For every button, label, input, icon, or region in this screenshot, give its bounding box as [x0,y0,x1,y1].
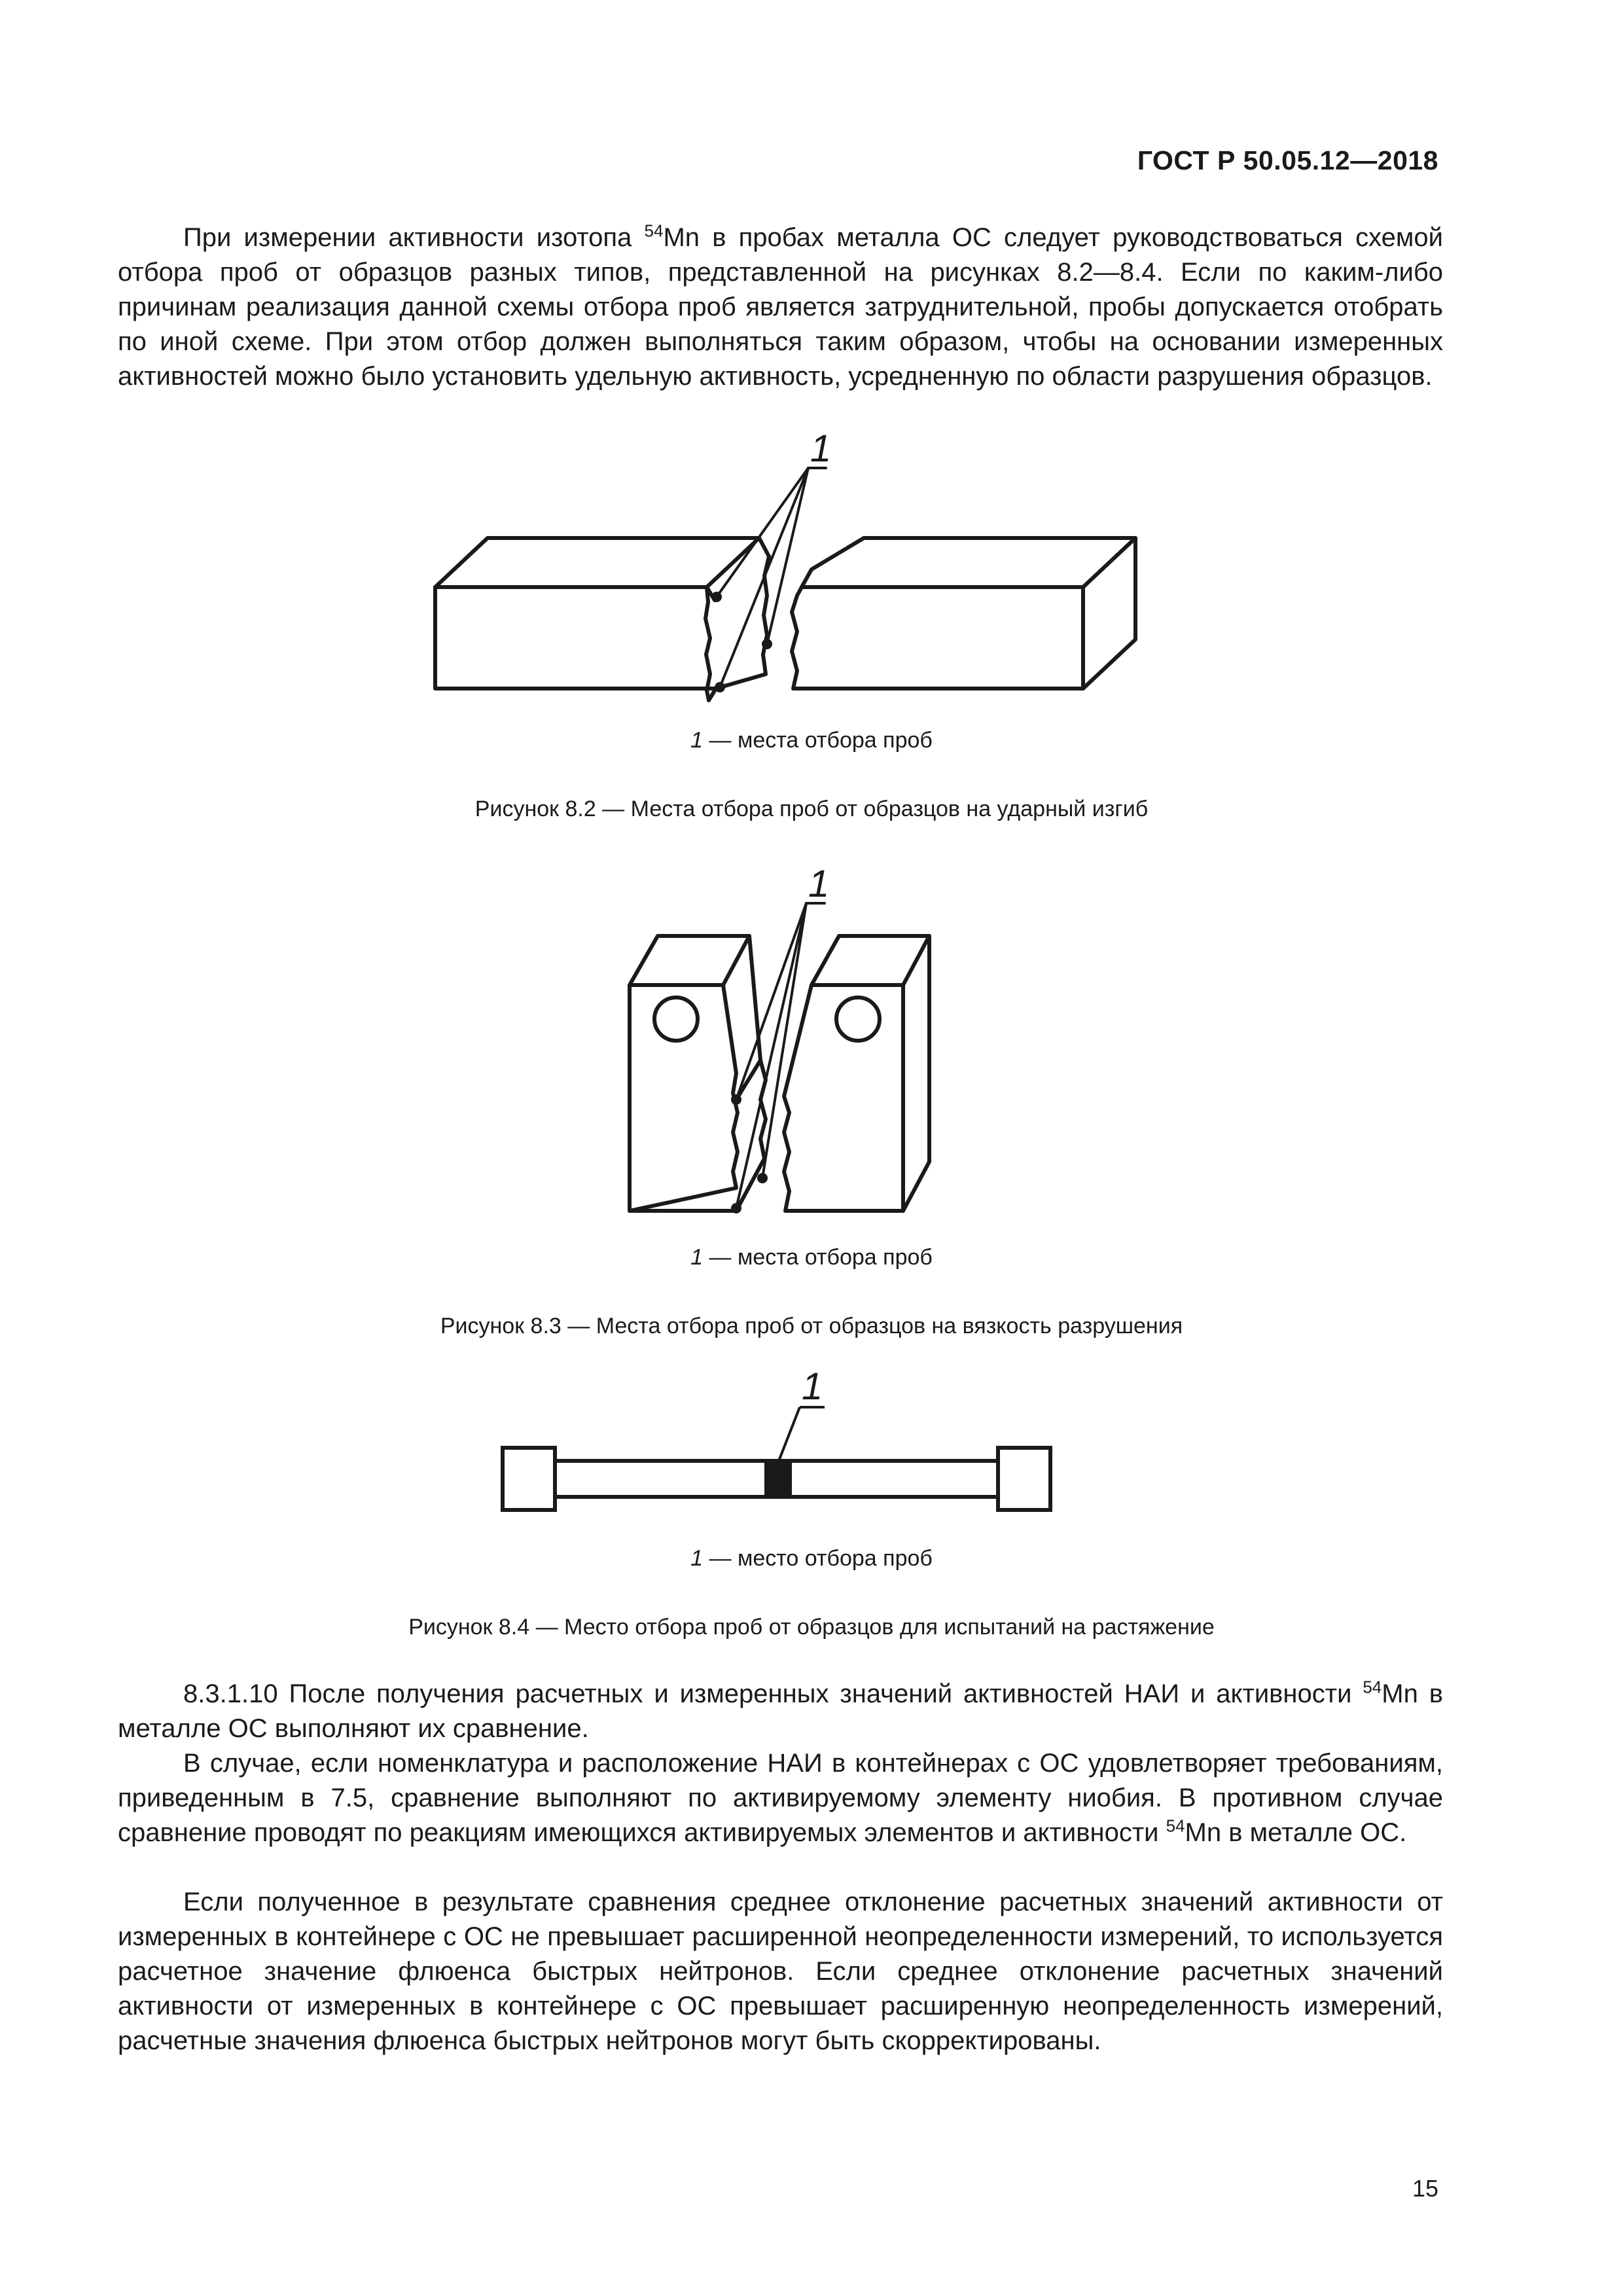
section-superscript-2: 54 [1166,1816,1185,1836]
intro-text-1: При измерении активности изотопа [183,223,645,252]
section-text-2: Mn в металле ОС выполняют их сравнение. [118,1679,1444,1743]
sample-point [711,592,722,602]
figure-8-2-legend [0,728,1623,753]
callout-leader-2 [736,903,806,1208]
intro-superscript: 54 [644,221,664,241]
legend-text: — места отбора проб [703,728,933,753]
page-number: 15 [1412,2175,1438,2202]
intro-paragraph [118,221,1443,394]
section-text-5: Если полученное в результате сравнения среднее отклонение расчетных значений активности от измеренных в контейнере с ОС не превышает расширенной неопределенности измерений, то используется расчетное значение флюенса быстрых нейтронов. Если среднее отклонение расчетных значений активности от измеренных в контейнере с ОС превышает расширенную неопределенность измерений, расчетные значения флюенса быстрых нейтронов могут быть скорректированы. [118,1888,1443,2055]
left-fracture-specimen [630,936,766,1211]
figure-8-4-legend [0,1546,1623,1571]
callout-number: 1 [808,863,830,905]
legend-number: 1 [690,728,704,753]
right-impact-specimen [792,538,1135,689]
document-code: ГОСТ Р 50.05.12—2018 [1137,145,1438,175]
tensile-specimen [503,1448,1050,1510]
figure-8-4-caption: Рисунок 8.4 — Место отбора проб от образцов для испытаний на растяжение [408,1615,1215,1640]
callout-leader-3 [762,903,806,1178]
callout-number: 1 [810,427,832,470]
right-specimen-hole [836,997,880,1041]
section-superscript-1: 54 [1363,1677,1382,1697]
sample-point [762,639,772,649]
left-specimen-hole [654,997,698,1041]
callout-leader-2 [720,468,808,687]
figure-8-2-caption: Рисунок 8.2 — Места отбора проб от образцов на ударный изгиб [474,797,1149,821]
callout-leader [779,1407,800,1461]
sample-point [731,1094,741,1105]
sample-point [731,1203,741,1213]
section-paragraph-2 [118,1746,1443,1850]
section-8-3-1-10-paragraph-1 [118,1677,1443,1746]
figure-8-3-legend [0,1245,1623,1270]
legend-text: — место отбора проб [703,1546,933,1571]
callout-leader-3 [767,468,808,644]
sample-point [757,1173,768,1183]
section-text-3: В случае, если номенклатура и расположение НАИ в контейнерах с ОС удовлетворяет требованиям, приведенным в 7.5, сравнение выполняют по активируемому элементу ниобия. В противном случае сравнение проводят по реакциям имеющихся активируемых элементов и активности [118,1749,1443,1847]
figure-8-3-caption: Рисунок 8.3 — Места отбора проб от образцов на вязкость разрушения [440,1314,1183,1338]
section-text-1: 8.3.1.10 После получения расчетных и измеренных значений активностей НАИ и активности [183,1679,1363,1708]
legend-text: — места отбора проб [703,1245,933,1270]
legend-number: 1 [690,1546,704,1571]
callout-leader-1 [736,903,806,1100]
callout-leader-1 [717,468,808,597]
intro-text-2: Mn в пробах металла ОС следует руководствоваться схемой отбора проб от образцов разных типов, представленной на рисунках 8.2—8.4. Если по каким-либо причинам реализация данной схемы отбора проб является затруднительной, пробы допускается отобрать по иной схеме. При этом отбор должен выполняться таким образом, чтобы на основании измеренных активностей можно было установить удельную активность, усредненную по области разрушения образцов. [118,223,1443,391]
legend-number: 1 [690,1245,704,1270]
section-paragraph-3 [118,1885,1443,2058]
sample-zone [764,1461,792,1497]
sample-point [715,682,725,692]
left-impact-specimen [435,538,769,700]
right-fracture-specimen [784,936,929,1211]
callout-number: 1 [802,1365,823,1408]
section-text-4: Mn в металле ОС. [1185,1818,1407,1847]
